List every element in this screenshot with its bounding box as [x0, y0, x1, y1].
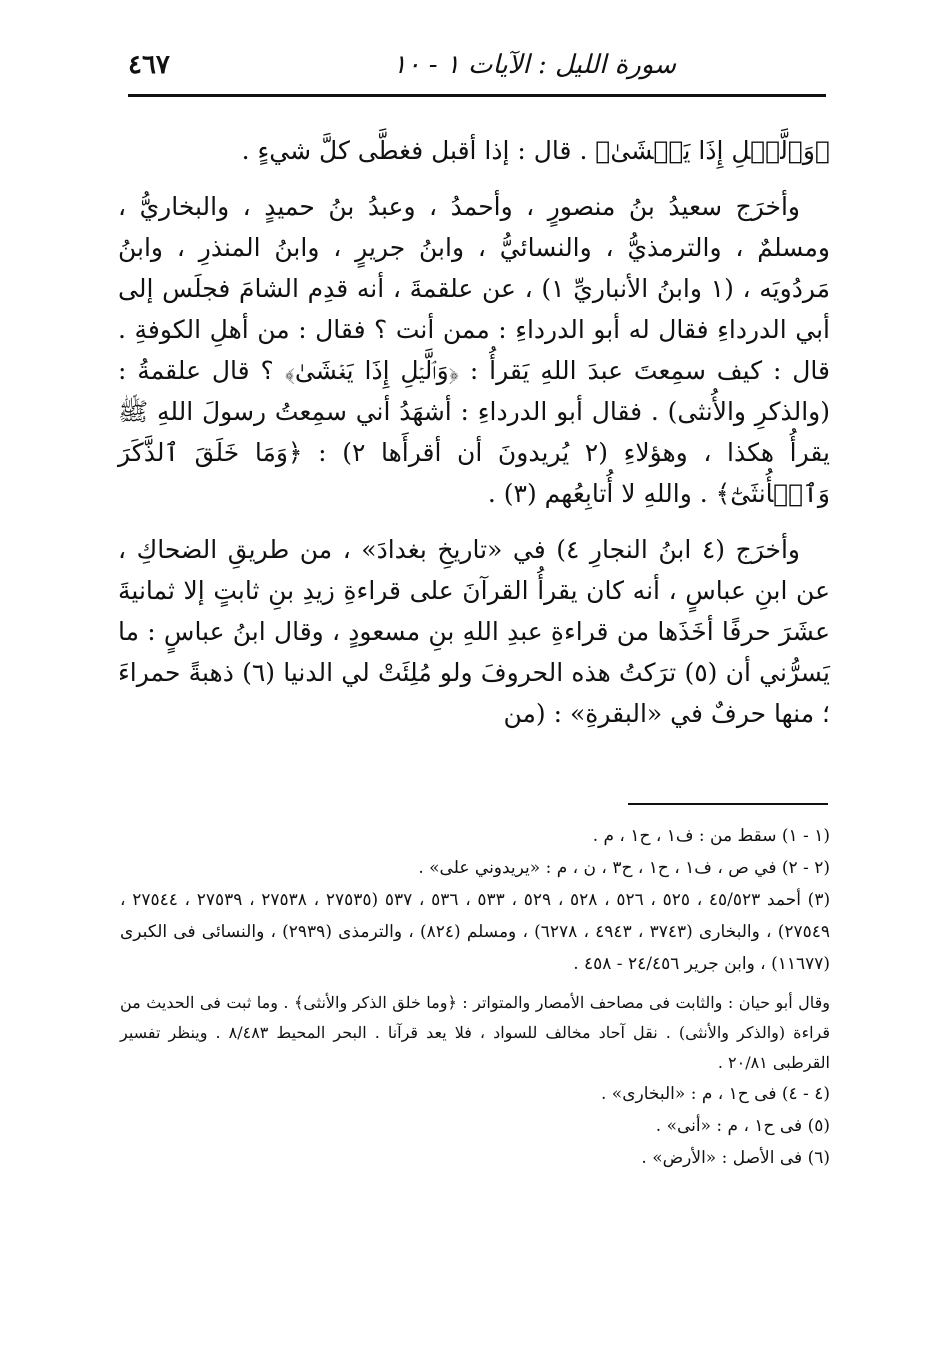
footnote-6: (٦) فى الأصل : «الأرض» .	[641, 1148, 830, 1168]
page-number: ٤٦٧	[128, 50, 170, 80]
footnote-4: (٤ - ٤) فى ح١ ، م : «البخارى» .	[600, 1084, 830, 1104]
footnote-5: (٥) فى ح١ ، م : «أنى» .	[655, 1116, 830, 1136]
surah-title: سورة الليل : الآيات ١ - ١٠	[392, 50, 676, 80]
footnote-rule	[628, 803, 828, 805]
main-text	[118, 130, 830, 749]
paragraph-2: وأخرَج سعيدُ بنُ منصورٍ ، وأحمدُ ، وعبدُ بنُ حميدٍ ، والبخاريُّ ، ومسلمٌ ، والترمذيُّ ، والنسائيُّ ، وابنُ جريرٍ ، وابنُ المنذرِ ، وابنُ مَردُويَه ، (١ وابنُ الأنباريِّ ١) ، عن علقمةَ ، أنه قدِم الشامَ فجلَس إلى أبي الدرداءِ فقال له أبو الدرداءِ : ممن أنت ؟ فقال : من أهلِ الكوفةِ . قال : كيف سمِعتَ عبدَ اللهِ يَقرأُ : ﴿وَٱلَّيۡلِ إِذَا يَغۡشَىٰ﴾ ؟ قال علقمةُ : (والذكرِ والأُنثى) . فقال أبو الدرداءِ : أشهَدُ أني سمِعتُ رسولَ اللهِ ﷺ يقرأُ هكذا ، وهؤلاءِ (٢ يُريدونَ أن أقرأَها ٢) : ﴿وَمَا خَلَقَ ٱلذَّكَرَ وَٱلۡأُنثَىٰٓ﴾ . واللهِ لا أُتابِعُهم (٣) .	[118, 192, 831, 508]
paragraph-3: وأخرَج (٤ ابنُ النجارِ ٤) في «تاريخِ بغدادَ» ، من طريقِ الضحاكِ ، عن ابنِ عباسٍ ، أنه كان يقرأُ القرآنَ على قراءةِ زيدِ بنِ ثابتٍ إلا ثمانيةَ عشَرَ حرفًا أخَذَها من قراءةِ عبدِ اللهِ بنِ مسعودٍ ، وقال ابنُ عباسٍ : ما يَسرُّني أن (٥) ترَكتُ هذه الحروفَ ولو مُلِئَتْ لي الدنيا (٦) ذهبةً حمراءَ ؛ منها حرفٌ في «البقرةِ» : (من	[118, 535, 830, 728]
footnote-2: (٢ - ٢) في ص ، ف١ ، ح١ ، ح٣ ، ن ، م : «يريدوني على» .	[418, 858, 830, 878]
footnotes	[120, 820, 830, 1174]
footnote-3: (٣) أحمد ٤٥/٥٢٣ ، ٥٢٥ ، ٥٢٦ ، ٥٢٨ ، ٥٢٩ ، ٥٣٣ ، ٥٣٦ ، ٥٣٧ (٢٧٥٣٥ ، ٢٧٥٣٨ ، ٢٧٥٣٩ ، ٢٧٥٤٤ ، ٢٧٥٤٩) ، والبخارى (٣٧٤٣ ، ٤٩٤٣ ، ٦٢٧٨) ، ومسلم (٨٢٤) ، والترمذى (٢٩٣٩) ، والنسائى فى الكبرى (١١٦٧٧) ، وابن جرير ٢٤/٤٥٦ - ٤٥٨ .	[120, 890, 831, 974]
footnote-3-note: وقال أبو حيان : والثابت فى مصاحف الأمصار والمتواتر : ﴿وما خلق الذكر والأنثى﴾ . وما ثبت فى الحديث من قراءة (والذكر والأنثى) . نقل آحاد مخالف للسواد ، فلا يعد قرآنا . البحر المحيط ٨/٤٨٣ . وينظر تفسير القرطبى ٢٠/٨١ .	[120, 993, 831, 1072]
paragraph-1: ﴿وَٱلَّيۡلِ إِذَا يَغۡشَىٰ﴾ . قال : إذا أقبل فغطَّى كلَّ شيءٍ .	[241, 136, 830, 165]
header-rule	[128, 94, 826, 97]
page-header	[128, 48, 826, 94]
footnote-1: (١ - ١) سقط من : ف١ ، ح١ ، م .	[592, 826, 830, 846]
